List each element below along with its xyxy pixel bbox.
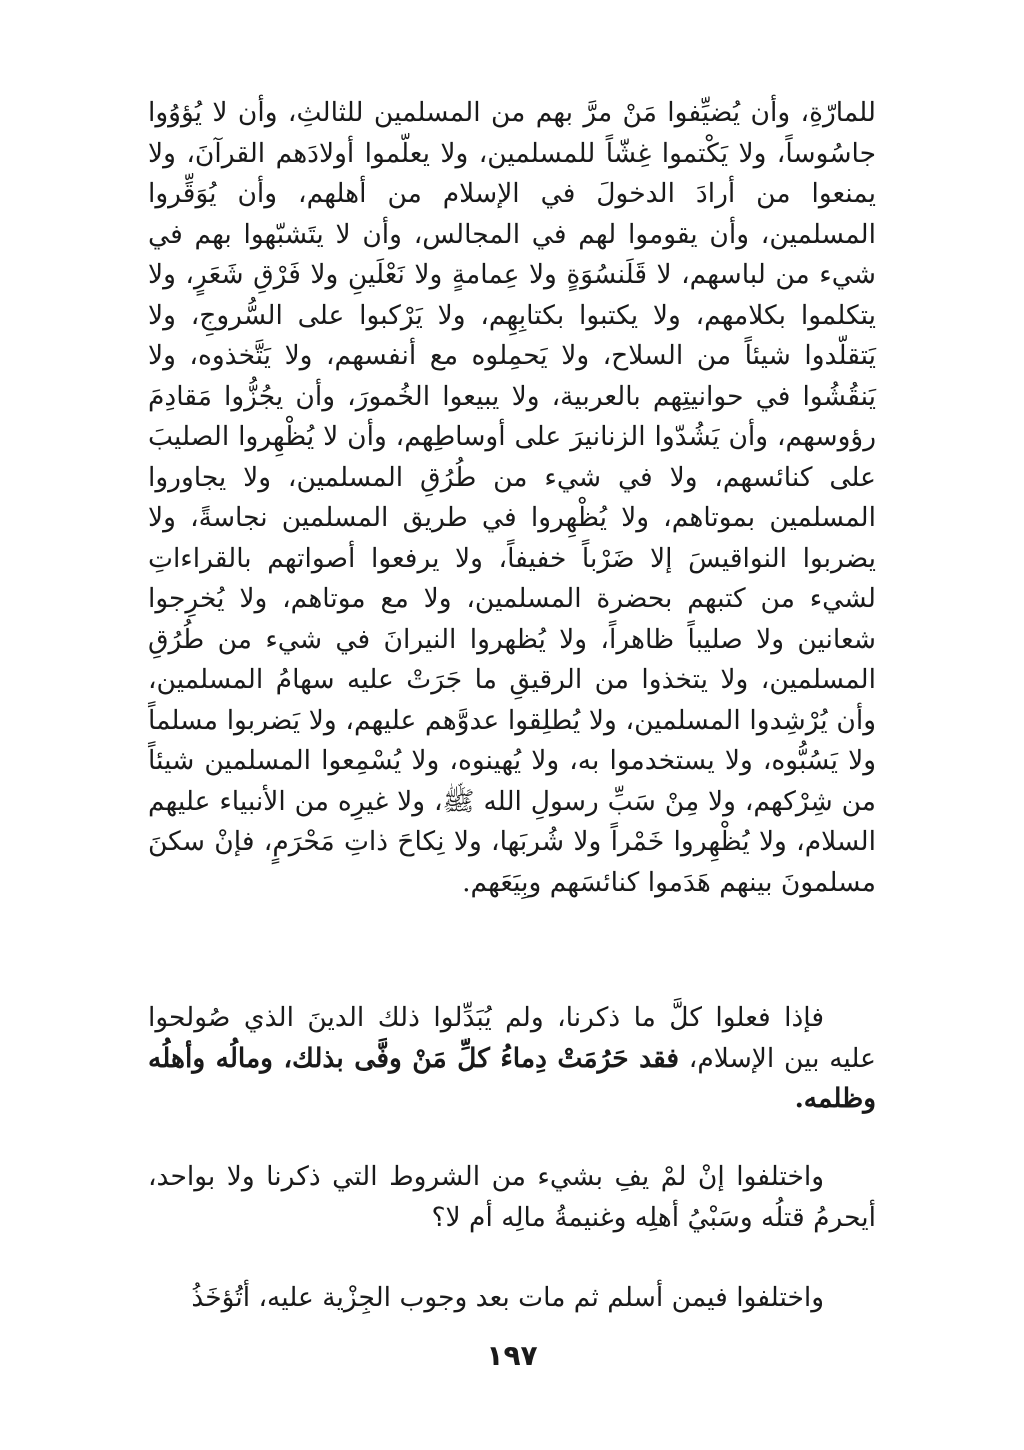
- paragraph-disagreement-conditions: واختلفوا إنْ لمْ يفِ بشيء من الشروط التي ذكرنا ولا بواحد، أيحرمُ قتلُه وسَبْيُ أهلِه وغنيمةُ مالِه أم لا؟: [148, 1161, 876, 1233]
- paragraph-conclusion-bold-text: فقد حَرُمَتْ دِماءُ كلِّ مَنْ وفَّى بذلك، ومالُه وأهلُه وظلمه.: [148, 1042, 876, 1114]
- paragraph-conditions: للمارّةِ، وأن يُضيِّفوا مَنْ مرَّ بهم من المسلمين للثالثِ، وأن لا يُؤوُوا جاسُوساً، ولا يَكْتموا غِشّاً للمسلمين، ولا يعلّموا أولادَهم القرآنَ، ولا يمنعوا من أرادَ الدخولَ في الإسلام من أهلهم، وأن يُوَقِّروا المسلمين، وأن يقوموا لهم في المجالس، وأن لا يتَشبّهوا بهم في شيء من لباسهم، لا قَلَنسُوَةٍ ولا عِمامةٍ ولا نَعْلَينِ ولا فَرْقِ شَعَرٍ، ولا يتكلموا بكلامهم، ولا يكتبوا بكتابِهِم، ولا يَرْكبوا على السُّروجِ، ولا يَتقلّدوا شيئاً من السلاح، ولا يَحمِلوه مع أنفسهم، ولا يَتَّخذوه، ولا يَنقُشُوا في حوانيتِهم بالعربية، ولا يبيعوا الخُمورَ، وأن يجُزُّوا مَقادِمَ رؤوسهم، وأن يَشُدّوا الزنانيرَ على أوساطِهم، وأن لا يُظْهِروا الصليبَ على كنائسهم، ولا في شيء من طُرُقِ المسلمين، ولا يجاوروا المسلمين بموتاهم، ولا يُظْهِروا في طريق المسلمين نجاسةً، ولا يضربوا النواقيسَ إلا ضَرْباً خفيفاً، ولا يرفعوا أصواتهم بالقراءاتِ لشيء من كتبهم بحضرة المسلمين، ولا مع موتاهم، ولا يُخرِجوا شعانين ولا صليباً ظاهراً، ولا يُظهروا النيرانَ في شيء من طُرُقِ المسلمين، ولا يتخذوا من الرقيقِ ما جَرَتْ عليه سهامُ المسلمين، وأن يُرْشِدوا المسلمين، ولا يُطلِقوا عدوَّهم عليهم، ولا يَضربوا مسلماً ولا يَسُبُّوه، ولا يستخدموا به، ولا يُهينوه، ولا يُسْمِعوا المسلمين شيئاً من شِرْكهم، ولا مِنْ سَبِّ رسولِ الله ﷺ، ولا غيرِه من الأنبياء عليهم السلام، ولا يُظْهِروا خَمْراً ولا شُربَها، ولا نِكاحَ ذاتِ مَحْرَمٍ، فإنْ سكنَ مسلمونَ بينهم هَدَموا كنائسَهم وبِيَعَهم.: [148, 97, 876, 898]
- paragraph-conclusion: [148, 998, 876, 1120]
- paragraph-conclusion-text: فإذا فعلوا كلَّ ما ذكرنا، ولم يُبَدِّلوا ذلك الدينَ الذي صُولحوا عليه بين الإسلام،: [148, 1002, 876, 1074]
- page-number: ١٩٧: [486, 1339, 538, 1372]
- paragraph-disagreement-jizya: واختلفوا فيمن أسلم ثم مات بعد وجوب الجِزْية عليه، أتُؤخَذُ: [191, 1282, 824, 1313]
